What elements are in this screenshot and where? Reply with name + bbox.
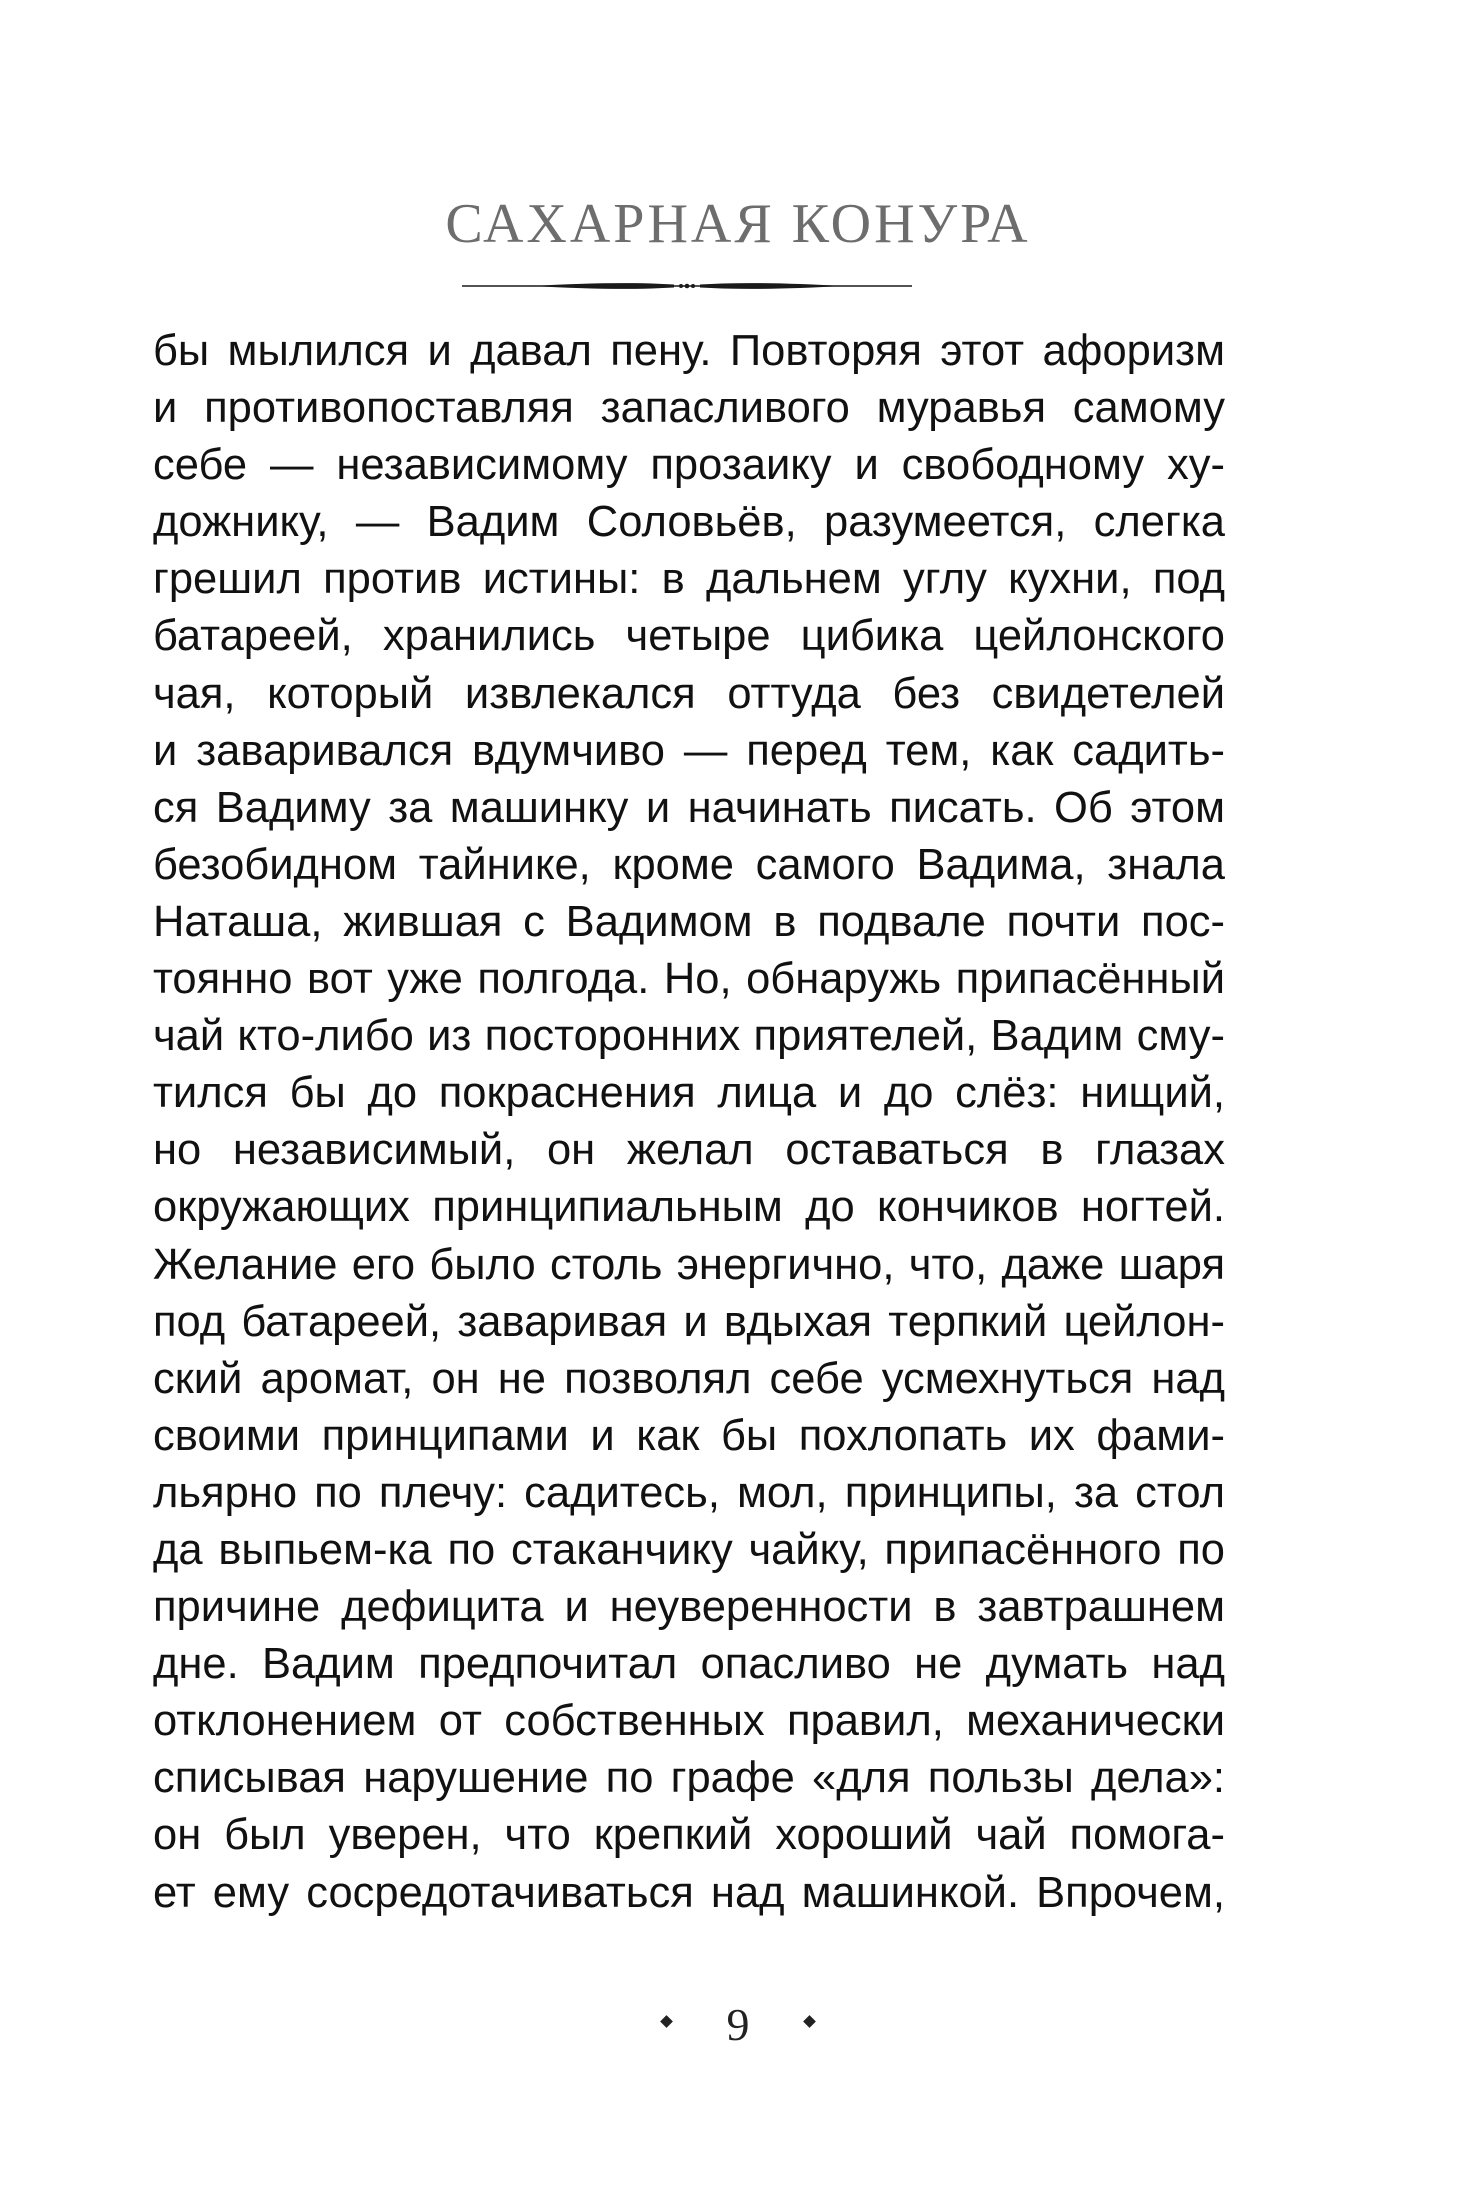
text-line: грешил против истины: в дальнем углу кухни, под: [153, 555, 1225, 604]
text-line: да выпьем-ка по стаканчику чайку, припасённого по: [153, 1525, 1225, 1574]
text-line: дне. Вадим предпочитал опасливо не думать над: [153, 1640, 1225, 1689]
text-line: тоянно вот уже полгода. Но, обнаружь припасённый: [153, 955, 1225, 1004]
text-line: Желание его было столь энергично, что, даже шаря: [153, 1240, 1225, 1289]
header-ornament: [462, 274, 912, 298]
text-line: дожнику, — Вадим Соловьёв, разумеется, слегка: [153, 498, 1225, 547]
text-line: окружающих принципиальным до кончиков ногтей.: [153, 1183, 1225, 1232]
text-line: под батареей, заваривая и вдыхая терпкий цейлон-: [153, 1297, 1225, 1346]
text-line: безобидном тайнике, кроме самого Вадима, знала: [153, 840, 1225, 889]
text-line: отклонением от собственных правил, механически: [153, 1697, 1225, 1746]
body-text: [153, 323, 1225, 1922]
text-line: чай кто-либо из посторонних приятелей, Вадим сму-: [153, 1012, 1225, 1061]
text-line: причине дефицита и неуверенности в завтрашнем: [153, 1583, 1225, 1632]
text-line: и заваривался вдумчиво — перед тем, как садить-: [153, 726, 1225, 775]
text-line: ет ему сосредотачиваться над машинкой. Впрочем,: [153, 1868, 1225, 1917]
text-line: и противопоставляя запасливого муравья самому: [153, 384, 1225, 433]
running-head: САХАРНАЯ КОНУРА: [445, 193, 1031, 255]
text-line: льярно по плечу: садитесь, мол, принципы, за стол: [153, 1468, 1225, 1517]
text-line: списывая нарушение по графе «для пользы дела»:: [153, 1754, 1225, 1803]
text-line: чая, который извлекался оттуда без свидетелей: [153, 669, 1225, 718]
text-line: батареей, хранились четыре цибика цейлонского: [153, 612, 1225, 661]
page-footer: [0, 1998, 1476, 2051]
page-number: 9: [726, 1999, 750, 2051]
text-line: Наташа, жившая с Вадимом в подвале почти пос-: [153, 897, 1225, 946]
text-line: ский аромат, он не позволял себе усмехнуться над: [153, 1354, 1225, 1403]
text-line: но независимый, он желал оставаться в глазах: [153, 1126, 1225, 1175]
diamond-ornament-icon: [803, 2015, 816, 2028]
text-line: себе — независимому прозаику и свободному ху-: [153, 441, 1225, 490]
text-line: своими принципами и как бы похлопать их фами-: [153, 1411, 1225, 1460]
text-line: бы мылился и давал пену. Повторяя этот афоризм: [153, 327, 1225, 375]
text-line: тился бы до покраснения лица и до слёз: нищий,: [153, 1069, 1225, 1118]
text-line: он был уверен, что крепкий хороший чай помога-: [153, 1811, 1225, 1860]
text-line: ся Вадиму за машинку и начинать писать. Об этом: [153, 783, 1225, 832]
diamond-ornament-icon: [660, 2015, 673, 2028]
